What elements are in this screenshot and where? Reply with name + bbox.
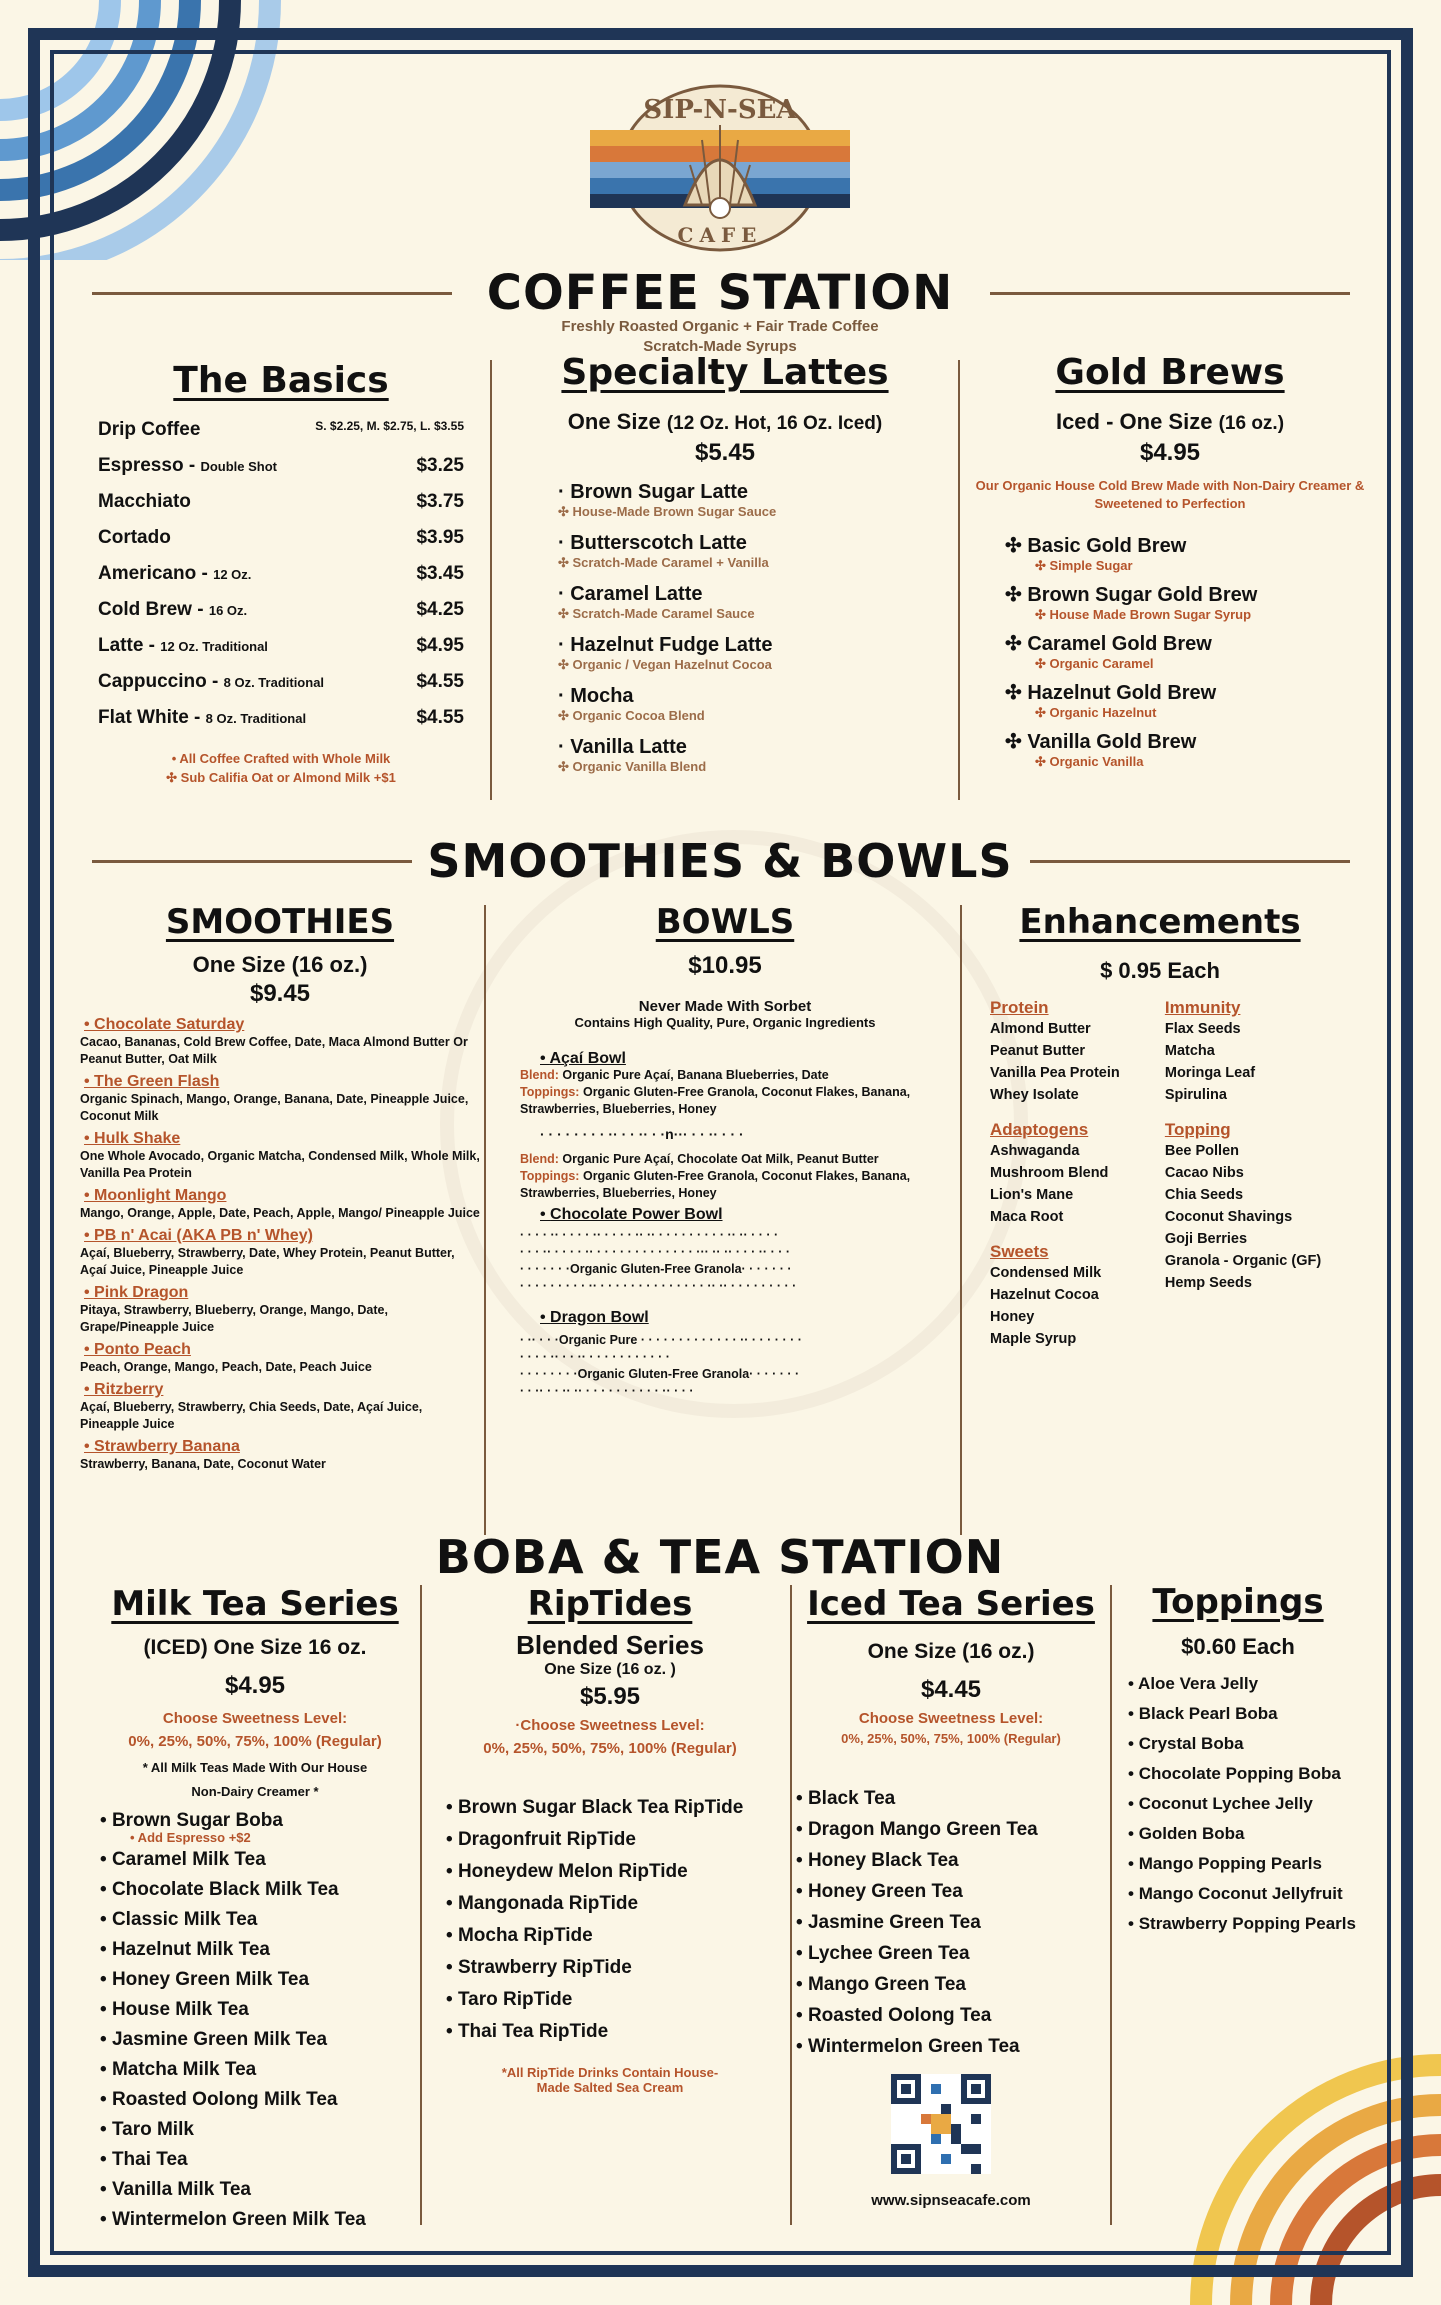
enh-group [990, 1242, 1165, 1350]
milk-tea-size: (ICED) One Size 16 oz. [143, 1636, 367, 1659]
dragon-text-1: · ·· · · ·Organic Pure · · · · · · · · · · · · · ·· · · · · · · · [520, 1333, 802, 1347]
smoothie-item [80, 1130, 480, 1182]
basics-item-name [98, 563, 251, 585]
enh-item: Condensed Milk [990, 1265, 1102, 1281]
iced-tea-price: $4.45 [920, 1676, 982, 1703]
enh-group [1165, 1120, 1330, 1294]
gold-desc: Our Organic House Cold Brew Made with Non-Dairy Creamer & Sweetened to Perfection [975, 478, 1365, 511]
riptides-size: One Size (16 oz. ) [544, 1661, 676, 1678]
smoothie-item [80, 1341, 480, 1376]
iced-sweet-levels: 0%, 25%, 50%, 75%, 100% (Regular) [841, 1731, 1061, 1746]
gold-size-detail: (16 oz.) [1218, 413, 1285, 434]
smoothies-price: $9.45 [249, 980, 311, 1007]
coffee-subtitle-2: Scratch-Made Syrups [643, 338, 797, 355]
enh-item: Hemp Seeds [1164, 1275, 1252, 1291]
milk-tea-item: • Vanilla Milk Tea [100, 2179, 420, 2201]
coffee-rule-right [990, 292, 1350, 295]
basics-item-name [98, 599, 247, 621]
riptides-subtitle: Blended Series [516, 1630, 704, 1660]
acai-toppings-text: Organic Gluten-Free Granola, Coconut Flakes, Banana, Strawberries, Blueberries, Honey [520, 1085, 911, 1116]
basics-item-label: Cappuccino - [98, 671, 224, 692]
enh-heading: Sweets [990, 1242, 1049, 1261]
acai-toppings [520, 1084, 930, 1118]
smoothie-name: • Hulk Shake [84, 1130, 181, 1147]
milk-note: * All Milk Teas Made With Our House Non-Dairy Creamer * [142, 1760, 368, 1799]
gold-price: $4.95 [1139, 439, 1201, 466]
basics-item [98, 707, 464, 729]
basics-note-1-text: All Coffee Crafted with Whole Milk [179, 751, 391, 766]
basics-item-label: Americano - [98, 563, 214, 584]
basics-item [98, 563, 464, 585]
gold-list [970, 533, 1370, 770]
lattes-title: Specialty Lattes [561, 352, 889, 393]
basics-note-2-text: Sub Califia Oat or Almond Milk +$1 [180, 770, 396, 785]
iced-tea-item: • Lychee Green Tea [796, 1943, 1106, 1965]
logo-bottom-text: CAFE [677, 223, 763, 247]
acai-toppings-label: Toppings: [520, 1085, 580, 1099]
gold-item [1005, 680, 1370, 721]
milk-tea-item: • Taro Milk [100, 2119, 420, 2141]
basics-item-price: $4.55 [416, 707, 464, 728]
milk-tea-item: • Classic Milk Tea [100, 1909, 420, 1931]
basics-item [98, 635, 464, 657]
basics-item-price: $3.75 [416, 491, 464, 512]
iced-tea-list [796, 1788, 1106, 2058]
second-toppings-label: Toppings: [520, 1169, 580, 1183]
riptides-sweet-label: ·Choose Sweetness Level: [515, 1717, 705, 1734]
enhancements-title: Enhancements [1019, 902, 1301, 942]
second-blend [520, 1151, 930, 1168]
toppings-title: Toppings [1152, 1582, 1324, 1622]
enh-item: Almond Butter [990, 1021, 1091, 1037]
dragon-bowl-name: • Dragon Bowl [540, 1309, 649, 1326]
smoothies-rule-left [92, 860, 412, 863]
riptide-item: • Strawberry RipTide [446, 1957, 780, 1979]
gold-item [1005, 533, 1370, 574]
riptides-title: RipTides [527, 1584, 693, 1624]
basics-item-size: Double Shot [200, 459, 277, 474]
iced-tea-item: • Mango Green Tea [796, 1974, 1106, 1996]
enh-heading: Topping [1164, 1120, 1231, 1139]
smoothie-desc: Peach, Orange, Mango, Peach, Date, Peach Juice [80, 1360, 372, 1374]
gold-sub: ✣ Simple Sugar [1035, 558, 1133, 573]
smoothie-divider-2 [960, 905, 962, 1535]
latte-item [558, 532, 940, 571]
topping-item: • Aloe Vera Jelly [1128, 1674, 1358, 1694]
riptide-item: • Taro RipTide [446, 1989, 780, 2011]
riptides-note: *All RipTide Drinks Contain House-Made Salted Sea Cream [501, 2065, 719, 2095]
gold-size-label: Iced - One Size [1055, 409, 1213, 434]
smoothie-item [80, 1284, 480, 1336]
gold-item [1005, 582, 1370, 623]
enh-group [990, 1120, 1165, 1228]
riptide-item: • Thai Tea RipTide [446, 2021, 780, 2043]
basics-item-name [98, 527, 171, 549]
topping-item: • Strawberry Popping Pearls [1128, 1914, 1358, 1934]
basics-item-name [98, 671, 324, 693]
gold-size [970, 409, 1370, 435]
latte-item [558, 583, 940, 622]
smoothie-desc: Mango, Orange, Apple, Date, Peach, Apple, Mango/ Pineapple Juice [80, 1206, 480, 1220]
toppings-section [1118, 1582, 1358, 1944]
chocolate-dots-4: · · · · · · · · · ·· · · · · · · · · · · · · · · ·· ·· · · · · · · · · · [520, 1279, 797, 1293]
coffee-station-title: COFFEE STATION [486, 265, 954, 321]
enh-item: Maca Root [990, 1209, 1064, 1225]
milk-tea-item: • House Milk Tea [100, 1999, 420, 2021]
smoothies-list [80, 1016, 480, 1473]
topping-item: • Mango Popping Pearls [1128, 1854, 1358, 1874]
coffee-subtitle-1: Freshly Roasted Organic + Fair Trade Coffee [561, 318, 879, 335]
smoothie-desc: Açaí, Blueberry, Strawberry, Date, Whey Protein, Peanut Butter, Açaí Juice, Pineapple Juice [80, 1246, 455, 1277]
latte-item [558, 481, 940, 520]
enh-item: Granola - Organic (GF) [1164, 1253, 1322, 1269]
latte-item [558, 634, 940, 673]
bowl-dots-1: · · · · · · · · ·· · · ·· · ·n··· · · ·· · · · [540, 1126, 744, 1142]
basics-item-size: 8 Oz. Traditional [223, 675, 325, 690]
smoothie-name: • Ponto Peach [84, 1341, 191, 1358]
basics-item-name [98, 635, 268, 657]
enh-item: Peanut Butter [990, 1043, 1086, 1059]
smoothie-name: • PB n' Acai (AKA PB n' Whey) [84, 1227, 313, 1244]
chocolate-dots-1: · · · · ·· · · · · ·· · · · · ·· ·· · · · · · · · · · ·· ·· · · · · [520, 1228, 779, 1242]
milk-tea-item: • Honey Green Milk Tea [100, 1969, 420, 1991]
gold-name: ✣ Vanilla Gold Brew [1005, 731, 1197, 753]
boba-divider-3 [1110, 1585, 1112, 2225]
sip-n-sea-logo [590, 80, 850, 255]
latte-sub: ✣ Scratch-Made Caramel + Vanilla [558, 555, 769, 570]
dragon-text-3: · · · · · · · ·Organic Gluten-Free Granola· · · · · · · [520, 1367, 800, 1381]
riptide-item: • Brown Sugar Black Tea RipTide [446, 1797, 780, 1819]
gold-title: Gold Brews [1055, 352, 1285, 393]
iced-tea-item: • Black Tea [796, 1788, 1106, 1810]
enh-item: Honey [990, 1309, 1035, 1325]
topping-item: • Black Pearl Boba [1128, 1704, 1358, 1724]
iced-tea-item: • Jasmine Green Tea [796, 1912, 1106, 1934]
topping-item: • Mango Coconut Jellyfruit [1128, 1884, 1358, 1904]
smoothies-size: One Size (16 oz.) [192, 952, 368, 977]
smoothie-desc: Pitaya, Strawberry, Blueberry, Orange, Mango, Date, Grape/Pineapple Juice [80, 1303, 388, 1334]
riptides-section [440, 1584, 780, 2095]
riptides-sweet-levels: 0%, 25%, 50%, 75%, 100% (Regular) [483, 1740, 737, 1757]
milk-tea-item: • Wintermelon Green Milk Tea [100, 2209, 420, 2231]
website-link[interactable]: www.sipnseacafe.com [871, 2192, 1031, 2209]
smoothies-rule-right [1030, 860, 1350, 863]
latte-name: · Caramel Latte [558, 583, 703, 605]
gold-name: ✣ Brown Sugar Gold Brew [1005, 584, 1258, 606]
lattes-size [510, 409, 940, 435]
milk-tea-item: • Thai Tea [100, 2149, 420, 2171]
enh-item: Flax Seeds [1164, 1021, 1241, 1037]
latte-sub: ✣ Organic Vanilla Blend [558, 759, 707, 774]
basics-item [98, 527, 464, 549]
riptides-price: $5.95 [579, 1683, 641, 1710]
gold-item [1005, 729, 1370, 770]
milk-tea-item: • Hazelnut Milk Tea [100, 1939, 420, 1961]
coffee-divider-2 [958, 360, 960, 800]
riptides-list [440, 1797, 780, 2043]
smoothies-bowls-title: SMOOTHIES & BOWLS [427, 834, 1013, 888]
smoothie-item [80, 1227, 480, 1279]
boba-divider-1 [420, 1585, 422, 2225]
latte-name: · Hazelnut Fudge Latte [558, 634, 773, 656]
basics-item-name [98, 491, 191, 513]
milk-sweet-levels: 0%, 25%, 50%, 75%, 100% (Regular) [128, 1733, 382, 1750]
qr-code-icon [891, 2074, 991, 2174]
basics-item-label: Drip Coffee [98, 419, 201, 440]
logo-top-text: SIP-N-SEA [643, 95, 797, 125]
smoothie-desc: Strawberry, Banana, Date, Coconut Water [80, 1457, 326, 1471]
basics-item [98, 455, 464, 477]
gold-sub: ✣ House Made Brown Sugar Syrup [1035, 607, 1252, 622]
enhancements-price: $ 0.95 Each [1100, 958, 1220, 983]
basics-note-2: ✣ Sub Califia Oat or Almond Milk +$1 [166, 770, 396, 785]
smoothie-item [80, 1438, 480, 1473]
latte-name: · Mocha [558, 685, 634, 707]
basics-list [98, 419, 464, 729]
chocolate-text-3: · · · · · · ·Organic Gluten-Free Granola· · · · · · · [520, 1262, 792, 1276]
lattes-size-label: One Size [567, 409, 661, 434]
iced-tea-item: • Dragon Mango Green Tea [796, 1819, 1106, 1841]
iced-tea-item: • Roasted Oolong Tea [796, 2005, 1106, 2027]
acai-blend [520, 1067, 930, 1084]
milk-tea-item: • Brown Sugar Boba [100, 1810, 420, 1832]
enh-item: Spirulina [1164, 1087, 1227, 1103]
gold-section [970, 352, 1370, 778]
latte-name: · Vanilla Latte [558, 736, 687, 758]
chocolate-bowl-name: • Chocolate Power Bowl [540, 1206, 723, 1223]
iced-tea-item: • Honey Black Tea [796, 1850, 1106, 1872]
basics-item-label: Espresso - [98, 455, 201, 476]
smoothie-desc: Organic Spinach, Mango, Orange, Banana, Date, Pineapple Juice, Coconut Milk [80, 1092, 469, 1123]
enh-item: Bee Pollen [1164, 1143, 1239, 1159]
smoothie-desc: One Whole Avocado, Organic Matcha, Condensed Milk, Whole Milk, Vanilla Pea Protein [80, 1149, 480, 1180]
second-toppings [520, 1168, 930, 1202]
smoothie-divider-1 [484, 905, 486, 1535]
enh-item: Whey Isolate [990, 1087, 1079, 1103]
smoothie-item [80, 1381, 480, 1433]
basics-section [98, 360, 464, 786]
bowls-line-1: Never Made With Sorbet [638, 998, 812, 1015]
smoothie-desc: Açaí, Blueberry, Strawberry, Chia Seeds, Date, Açaí Juice, Pineapple Juice [80, 1400, 423, 1431]
acai-blend-label: Blend: [520, 1068, 559, 1082]
second-blend-text: Organic Pure Açaí, Chocolate Oat Milk, Peanut Butter [562, 1152, 879, 1166]
basics-item-size: 16 Oz. [208, 603, 248, 618]
smoothie-item [80, 1073, 480, 1125]
lattes-size-detail: (12 Oz. Hot, 16 Oz. Iced) [666, 413, 883, 434]
second-blend-label: Blend: [520, 1152, 559, 1166]
latte-name: · Butterscotch Latte [558, 532, 747, 554]
basics-item [98, 671, 464, 693]
milk-tea-title: Milk Tea Series [111, 1584, 399, 1624]
milk-tea-list [90, 1810, 420, 2231]
gold-sub: ✣ Organic Hazelnut [1035, 705, 1157, 720]
iced-sweet-label: Choose Sweetness Level: [858, 1710, 1044, 1727]
iced-tea-title: Iced Tea Series [807, 1584, 1095, 1624]
enh-item: Coconut Shavings [1164, 1209, 1293, 1225]
enh-group [1165, 998, 1330, 1106]
basics-item [98, 491, 464, 513]
dragon-bowl-name-text: Dragon Bowl [550, 1309, 649, 1326]
gold-item [1005, 631, 1370, 672]
bowls-line-2: Contains High Quality, Pure, Organic Ingredients [574, 1015, 876, 1030]
coffee-divider-1 [490, 360, 492, 800]
qr-code[interactable] [891, 2074, 991, 2174]
basics-title: The Basics [173, 360, 389, 401]
enh-heading: Adaptogens [990, 1120, 1089, 1139]
latte-sub: ✣ Organic Cocoa Blend [558, 708, 705, 723]
enh-item: Vanilla Pea Protein [990, 1065, 1120, 1081]
basics-item-label: Flat White - [98, 707, 206, 728]
riptide-item: • Mangonada RipTide [446, 1893, 780, 1915]
gold-name: ✣ Hazelnut Gold Brew [1005, 682, 1217, 704]
enhancements-right-col [1165, 998, 1330, 1364]
latte-sub: ✣ Scratch-Made Caramel Sauce [558, 606, 755, 621]
dragon-dots-2: · · · · ·· · · ·· · · · · · · · · · · · [520, 1350, 670, 1364]
lattes-section [510, 352, 940, 787]
enh-item: Hazelnut Cocoa [990, 1287, 1099, 1303]
toppings-price: $0.60 Each [1181, 1634, 1295, 1659]
enh-heading: Protein [990, 998, 1049, 1017]
boba-title: BOBA & TEA STATION [435, 1530, 1005, 1584]
basics-note-1: • All Coffee Crafted with Whole Milk [171, 751, 391, 766]
boba-divider-2 [790, 1585, 792, 2225]
milk-tea-price: $4.95 [224, 1672, 286, 1699]
basics-item-price: $4.95 [416, 635, 464, 656]
basics-item-price: $4.25 [416, 599, 464, 620]
topping-item: • Crystal Boba [1128, 1734, 1358, 1754]
enh-group [990, 998, 1165, 1106]
acai-blend-text: Organic Pure Açaí, Banana Blueberries, Date [562, 1068, 829, 1082]
enh-item: Maple Syrup [990, 1331, 1077, 1347]
smoothie-name: • Ritzberry [84, 1381, 164, 1398]
smoothie-desc: Cacao, Bananas, Cold Brew Coffee, Date, Maca Almond Butter Or Peanut Butter, Oat Milk [80, 1035, 468, 1066]
basics-item-price: $3.95 [416, 527, 464, 548]
basics-item-name [98, 455, 277, 477]
gold-name: ✣ Basic Gold Brew [1005, 535, 1187, 557]
basics-item-label: Cold Brew - [98, 599, 209, 620]
basics-item-price: $3.45 [416, 563, 464, 584]
smoothie-name: • Chocolate Saturday [84, 1016, 245, 1033]
gold-name: ✣ Caramel Gold Brew [1005, 633, 1212, 655]
enhancements-left-col [990, 998, 1165, 1364]
smoothie-name: • Moonlight Mango [84, 1187, 227, 1204]
basics-item-label: Cortado [98, 527, 171, 548]
bowls-title: BOWLS [655, 902, 795, 942]
acai-bowl-name: • Açaí Bowl [540, 1050, 626, 1067]
smoothie-name: • Pink Dragon [84, 1284, 189, 1301]
smoothie-item [80, 1187, 480, 1222]
enh-item: Chia Seeds [1164, 1187, 1244, 1203]
gold-sub: ✣ Organic Caramel [1035, 656, 1154, 671]
basics-item [98, 599, 464, 621]
milk-tea-section [90, 1584, 420, 2239]
basics-item-price: $4.55 [416, 671, 464, 692]
latte-item [558, 736, 940, 775]
coffee-rule-left [92, 292, 452, 295]
dragon-dots-4: · · ·· · · ·· ·· · · · · · · · · · · ·· · · · [520, 1384, 694, 1398]
enh-item: Cacao Nibs [1164, 1165, 1244, 1181]
iced-tea-section [796, 1584, 1106, 2209]
topping-item: • Chocolate Popping Boba [1128, 1764, 1358, 1784]
espresso-addon: • Add Espresso +$2 [130, 1830, 251, 1845]
enh-item: Matcha [1164, 1043, 1215, 1059]
milk-tea-item: • Caramel Milk Tea [100, 1849, 420, 1871]
gold-sub: ✣ Organic Vanilla [1035, 754, 1144, 769]
basics-item-label: Latte - [98, 635, 161, 656]
lattes-price: $5.45 [694, 439, 756, 466]
enh-heading: Immunity [1164, 998, 1241, 1017]
bowls-section [520, 902, 930, 1400]
enhancements-section [990, 902, 1330, 1364]
latte-sub: ✣ House-Made Brown Sugar Sauce [558, 504, 777, 519]
milk-tea-item: • Matcha Milk Tea [100, 2059, 420, 2081]
riptide-item: • Dragonfruit RipTide [446, 1829, 780, 1851]
basics-item [98, 419, 464, 441]
topping-item: • Golden Boba [1128, 1824, 1358, 1844]
basics-item-label: Macchiato [98, 491, 191, 512]
latte-sub: ✣ Organic / Vegan Hazelnut Cocoa [558, 657, 772, 672]
milk-sweet-label: Choose Sweetness Level: [162, 1710, 348, 1727]
basics-item-size: 12 Oz. [213, 567, 252, 582]
enh-item: Mushroom Blend [990, 1165, 1109, 1181]
enh-item: Goji Berries [1164, 1231, 1248, 1247]
riptide-item: • Honeydew Melon RipTide [446, 1861, 780, 1883]
latte-item [558, 685, 940, 724]
topping-item: • Coconut Lychee Jelly [1128, 1794, 1358, 1814]
milk-tea-item: • Jasmine Green Milk Tea [100, 2029, 420, 2051]
iced-tea-item: • Wintermelon Green Tea [796, 2036, 1106, 2058]
smoothie-name: • The Green Flash [84, 1073, 220, 1090]
milk-tea-item: • Chocolate Black Milk Tea [100, 1879, 420, 1901]
basics-item-size: 8 Oz. Traditional [205, 711, 307, 726]
acai-bowl-name-text: Açaí Bowl [549, 1050, 626, 1067]
milk-tea-item: • Roasted Oolong Milk Tea [100, 2089, 420, 2111]
smoothie-item [80, 1016, 480, 1068]
basics-item-name [98, 419, 200, 441]
smoothies-title: SMOOTHIES [165, 902, 395, 942]
smoothies-section [80, 902, 480, 1478]
chocolate-dots-2: · · · ·· · · · · ·· · · · · · · · · · · · · · ··· ·· ·· · · · ·· · · · [520, 1245, 791, 1259]
enh-item: Lion's Mane [990, 1187, 1074, 1203]
riptide-item: • Mocha RipTide [446, 1925, 780, 1947]
enh-item: Ashwaganda [990, 1143, 1080, 1159]
latte-name: · Brown Sugar Latte [558, 481, 749, 503]
bowls-price: $10.95 [688, 952, 762, 979]
toppings-list [1118, 1674, 1358, 1934]
iced-tea-item: • Honey Green Tea [796, 1881, 1106, 1903]
smoothie-name: • Strawberry Banana [84, 1438, 240, 1455]
basics-item-name [98, 707, 306, 729]
enh-item: Moringa Leaf [1164, 1065, 1256, 1081]
basics-item-price: S. $2.25, M. $2.75, L. $3.55 [315, 419, 464, 433]
basics-item-price: $3.25 [416, 455, 464, 476]
acai-bowl [520, 1050, 930, 1400]
second-toppings-text: Organic Gluten-Free Granola, Coconut Flakes, Banana, Strawberries, Blueberries, Honey [520, 1169, 911, 1200]
lattes-list [510, 481, 940, 775]
iced-tea-size: One Size (16 oz.) [867, 1640, 1035, 1663]
chocolate-bowl-name-text: Chocolate Power Bowl [550, 1206, 723, 1223]
basics-item-size: 12 Oz. Traditional [160, 639, 268, 654]
